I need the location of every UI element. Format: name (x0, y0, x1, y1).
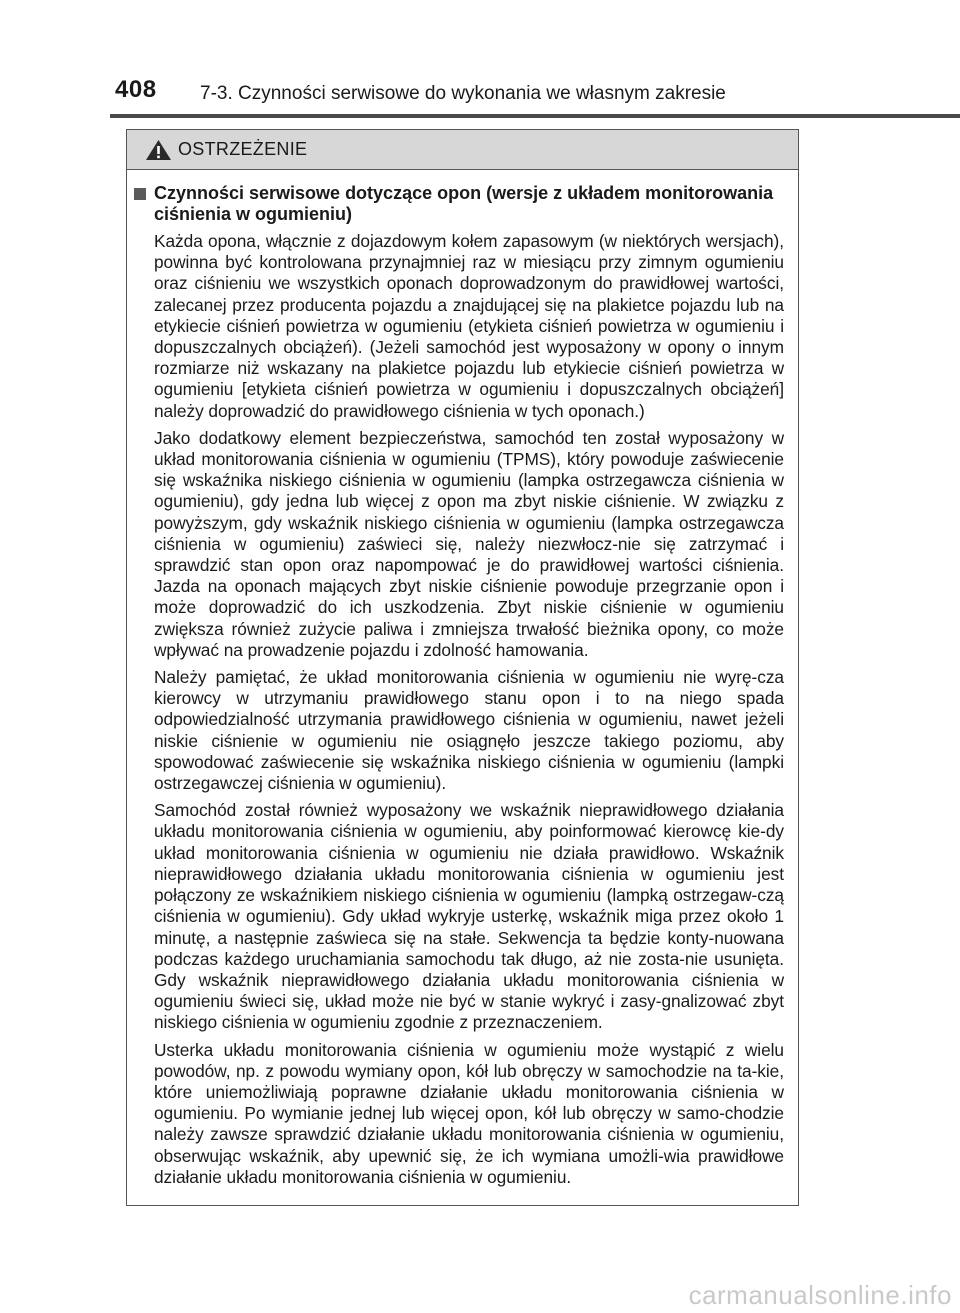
square-bullet-icon (134, 188, 146, 200)
page-number: 408 (115, 76, 157, 103)
paragraph: Jako dodatkowy element bezpieczeństwa, samochód ten został wyposażony w układ monitorowania ciśnienia w ogumieniu (TPMS), który powoduje zaświecenie się wskaźnika niskiego ciśnienia w ogumieniu (lampka ostrzegawcza ciśnienia w ogumieniu), gdy jedna lub więcej z opon ma zbyt niskie ciśnienie. W związku z powyższym, gdy wskaźnik niskiego ciśnienia w ogumieniu (lampka ostrzegawcza ciśnienia w ogumieniu) zaświeci się, należy niezwłocz-nie się zatrzymać i sprawdzić stan opon oraz napompować je do prawidłowej wartości ciśnienia. Jazda na oponach mających zbyt niskie ciśnienie powoduje przegrzanie opon i może doprowadzić do ich uszkodzenia. Zbyt niskie ciśnienie w ogumieniu zwiększa również zużycie paliwa i zmniejsza trwałość bieżnika opony, co może wpływać na prowadzenie pojazdu i zdolność hamowania. (154, 427, 784, 660)
section-title: 7-3. Czynności serwisowe do wykonania we własnym zakresie (200, 83, 726, 104)
warning-triangle-icon (145, 139, 172, 161)
paragraph: Usterka układu monitorowania ciśnienia w ogumieniu może wystąpić z wielu powodów, np. z powodu wymiany opon, kół lub obręczy w samochodzie na ta-kie, które uniemożliwiają poprawne działanie układu monitorowania ciśnienia w ogumieniu. Po wymianie jednej lub więcej opon, kół lub obręczy w samo-chodzie należy zawsze sprawdzić działanie układu monitorowania ciśnienia w ogumieniu, obserwując wskaźnik, aby upewnić się, że ich wymiana umożli-wia prawidłowe działanie układu monitorowania ciśnienia w ogumieniu. (154, 1039, 784, 1187)
warning-header (127, 130, 798, 170)
warning-body (127, 170, 798, 1188)
header-divider (110, 114, 960, 118)
subsection-heading (134, 183, 784, 225)
watermark: carmanualsonline.info (688, 1280, 952, 1310)
page-header (0, 0, 960, 120)
paragraph: Należy pamiętać, że układ monitorowania ciśnienia w ogumieniu nie wyrę-cza kierowcy w utrzymaniu prawidłowego stanu opon i to na niego spada odpowiedzialność utrzymania prawidłowego ciśnienia w ogumieniu, nawet jeżeli niskie ciśnienie w ogumieniu nie osiągnęło jeszcze takiego poziomu, aby spowodować zaświecenie się wskaźnika niskiego ciśnienia w ogumieniu (lampki ostrzegawczej ciśnienia w ogumieniu). (154, 667, 784, 794)
subsection-title: Czynności serwisowe dotyczące opon (wersje z układem monitorowania ciśnienia w ogumieniu) (154, 183, 774, 224)
paragraph: Samochód został również wyposażony we wskaźnik nieprawidłowego działania układu monitorowania ciśnienia w ogumieniu, aby poinformować kierowcę kie-dy układ monitorowania ciśnienia w ogumieniu nie działa prawidłowo. Wskaźnik nieprawidłowego działania układu monitorowania ciśnienia w ogumieniu jest połączony ze wskaźnikiem niskiego ciśnienia w ogumieniu (lampką ostrzegaw-czą ciśnienia w ogumieniu). Gdy układ wykryje usterkę, wskaźnik miga przez około 1 minutę, a następnie zaświeca się na stałe. Sekwencja ta będzie konty-nuowana podczas każdego uruchamiania samochodu tak długo, aż nie zosta-nie usunięta. Gdy wskaźnik nieprawidłowego działania układu monitorowania ciśnienia w ogumieniu świeci się, układ może nie być w stanie wykryć i zasy-gnalizować zbyt niskiego ciśnienia w ogumieniu zgodnie z przeznaczeniem. (154, 800, 784, 1033)
paragraph: Każda opona, włącznie z dojazdowym kołem zapasowym (w niektórych wersjach), powinna być kontrolowana przynajmniej raz w miesiącu przy zimnym ogumieniu oraz ciśnieniu we wszystkich oponach doprowadzonym do prawidłowej wartości, zalecanej przez producenta pojazdu a znajdującej się na plakietce pojazdu lub na etykiecie ciśnień powietrza w ogumieniu (etykieta ciśnień powietrza w ogumieniu i dopuszczalnych obciążeń). (Jeżeli samochód jest wyposażony w opony o innym rozmiarze niż wskazany na plakietce pojazdu lub etykiecie ciśnień powietrza w ogumieniu [etykieta ciśnień powietrza w ogumieniu i dopuszczalnych obciążeń] należy doprowadzić do prawidłowego ciśnienia w tych oponach.) (154, 231, 784, 421)
warning-box (126, 129, 799, 1206)
warning-title: OSTRZEŻENIE (178, 139, 308, 159)
